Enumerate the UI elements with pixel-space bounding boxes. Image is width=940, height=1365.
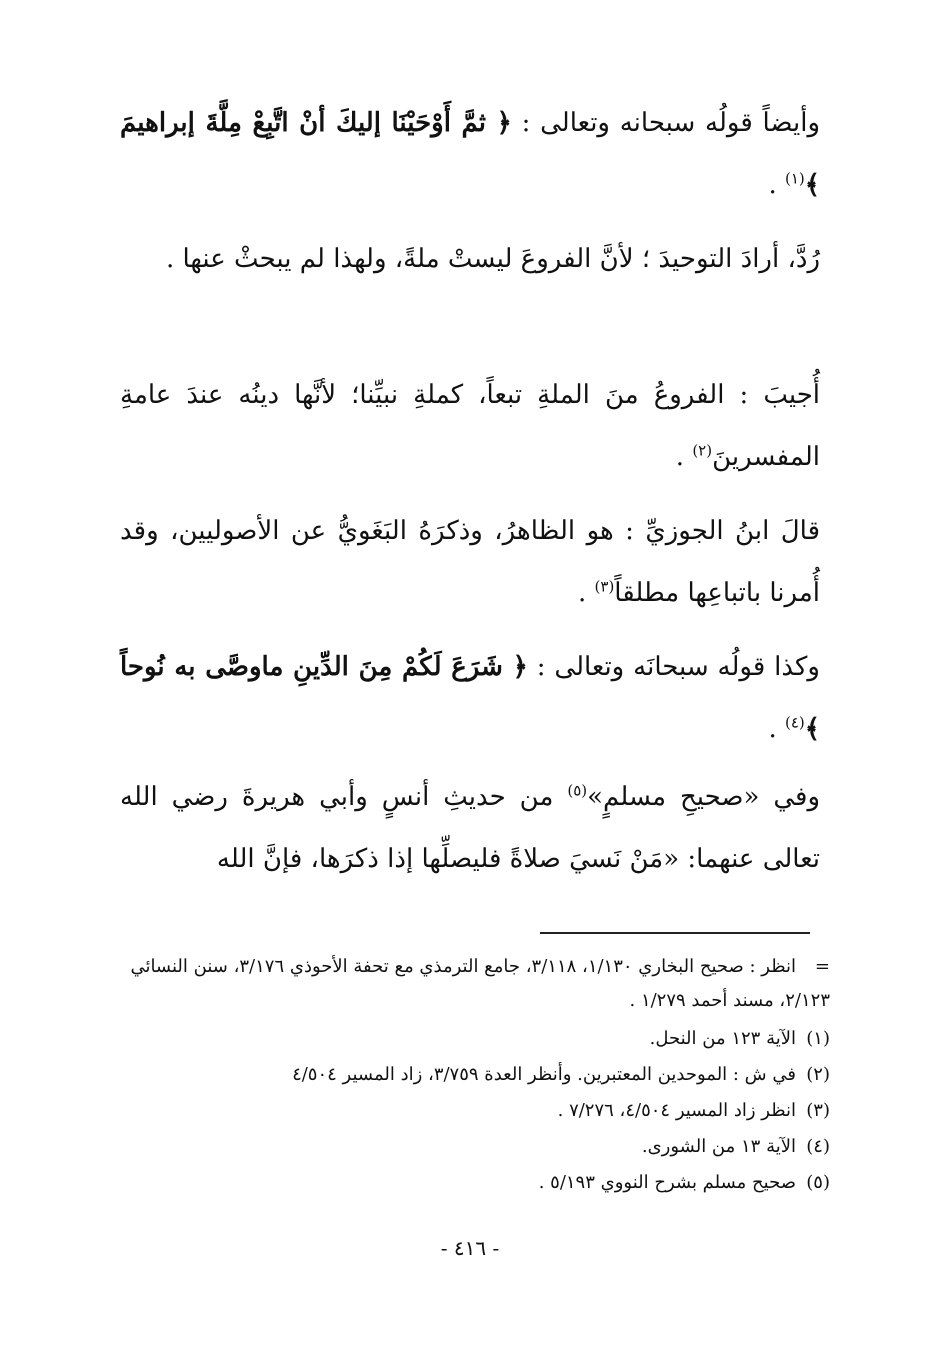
footnote-3 (120, 1094, 830, 1128)
quran-verse-1: ﴿ ثمَّ أَوْحَيْنَا إليكَ أنْ اتَّبِعْ مِلَّةَ إبراهيمَ ﴾ (120, 108, 820, 200)
footnote-1 (120, 1022, 830, 1056)
paragraph-2-text: رُدَّ، أرادَ التوحيدَ ؛ لأنَّ الفروعَ ليستْ ملةً، ولهذا لم يبحثْ عنها . (165, 244, 820, 274)
footnote-2 (120, 1058, 830, 1092)
footnote-text: صحيح مسلم بشرح النووي ٥/١٩٣ . (538, 1172, 796, 1193)
footnote-ref-1: (١) (784, 169, 805, 188)
quran-verse-2: ﴿ شَرَعَ لَكُمْ مِنَ الدِّينِ ماوصَّى به نُوحاً ﴾ (120, 652, 820, 744)
footnote-5 (120, 1166, 830, 1200)
paragraph-5-end: . (768, 714, 785, 744)
paragraph-4-end: . (577, 578, 595, 608)
footnote-marker: (٤) (806, 1136, 830, 1157)
footnote-ref-3: (٣) (594, 577, 615, 596)
footnote-continued (120, 950, 830, 1018)
footnote-marker: (٢) (806, 1064, 830, 1085)
footnote-marker: (٥) (806, 1172, 830, 1193)
page-number: - ٤١٦ - (440, 1236, 500, 1260)
paragraph-6 (120, 766, 820, 890)
paragraph-6-continuation: من حديثِ أنسٍ وأبي هريرةَ رضي الله تعالى عنهما: «مَنْ نَسيَ صلاةً فليصلِّها إذا ذكرَها، فإنَّ الله (120, 782, 820, 874)
paragraph-5-text: وكذا قولُه سبحانَه وتعالى : (527, 652, 820, 682)
footnote-marker: (١) (806, 1028, 830, 1049)
footnote-ref-4: (٤) (784, 713, 805, 732)
footnote-ref-5: (٥) (567, 781, 588, 800)
paragraph-1-text: وأيضاً قولُه سبحانه وتعالى : (511, 108, 820, 138)
footnote-text: الآية ١٢٣ من النحل. (649, 1028, 796, 1049)
paragraph-4-text: قالَ ابنُ الجوزيِّ : هو الظاهرُ، وذكرَهُ البَغَويُّ عن الأصوليين، وقد أُمرنا باتباعِها مطلقاً (120, 516, 820, 608)
paragraph-6-text: وفي «صحيحِ مسلمٍ» (587, 782, 820, 812)
paragraph-1 (120, 92, 820, 216)
paragraph-3-text: أُجيبَ : الفروعُ منَ الملةِ تبعاً، كملةِ نبيِّنا؛ لأنَّها دينُه عندَ عامةِ المفسرينَ (120, 380, 820, 472)
paragraph-3-end: . (675, 442, 693, 472)
footnote-text: في ش : الموحدين المعتبرين. وأنظر العدة ٣/٧٥٩، زاد المسير ٤/٥٠٤ (292, 1064, 796, 1085)
paragraph-3 (120, 364, 820, 488)
paragraph-2 (120, 228, 820, 290)
paragraph-5 (120, 636, 820, 760)
footnote-separator (540, 932, 810, 934)
footnote-ref-2: (٢) (692, 441, 713, 460)
footnote-4 (120, 1130, 830, 1164)
footnote-text: الآية ١٣ من الشورى. (641, 1136, 796, 1157)
paragraph-1-end: . (768, 170, 785, 200)
footnote-text: انظر : صحيح البخاري ١/١٣٠، ٣/١١٨، جامع الترمذي مع تحفة الأحوذي ٣/١٧٦، سنن النسائي ٢/١٢٣، مسند أحمد ١/٢٧٩ . (130, 956, 830, 1011)
footnote-marker: (٣) (806, 1100, 830, 1121)
footnote-marker: = (814, 956, 830, 977)
footnote-text: انظر زاد المسير ٤/٥٠٤، ٧/٢٧٦ . (557, 1100, 796, 1121)
paragraph-4 (120, 500, 820, 624)
